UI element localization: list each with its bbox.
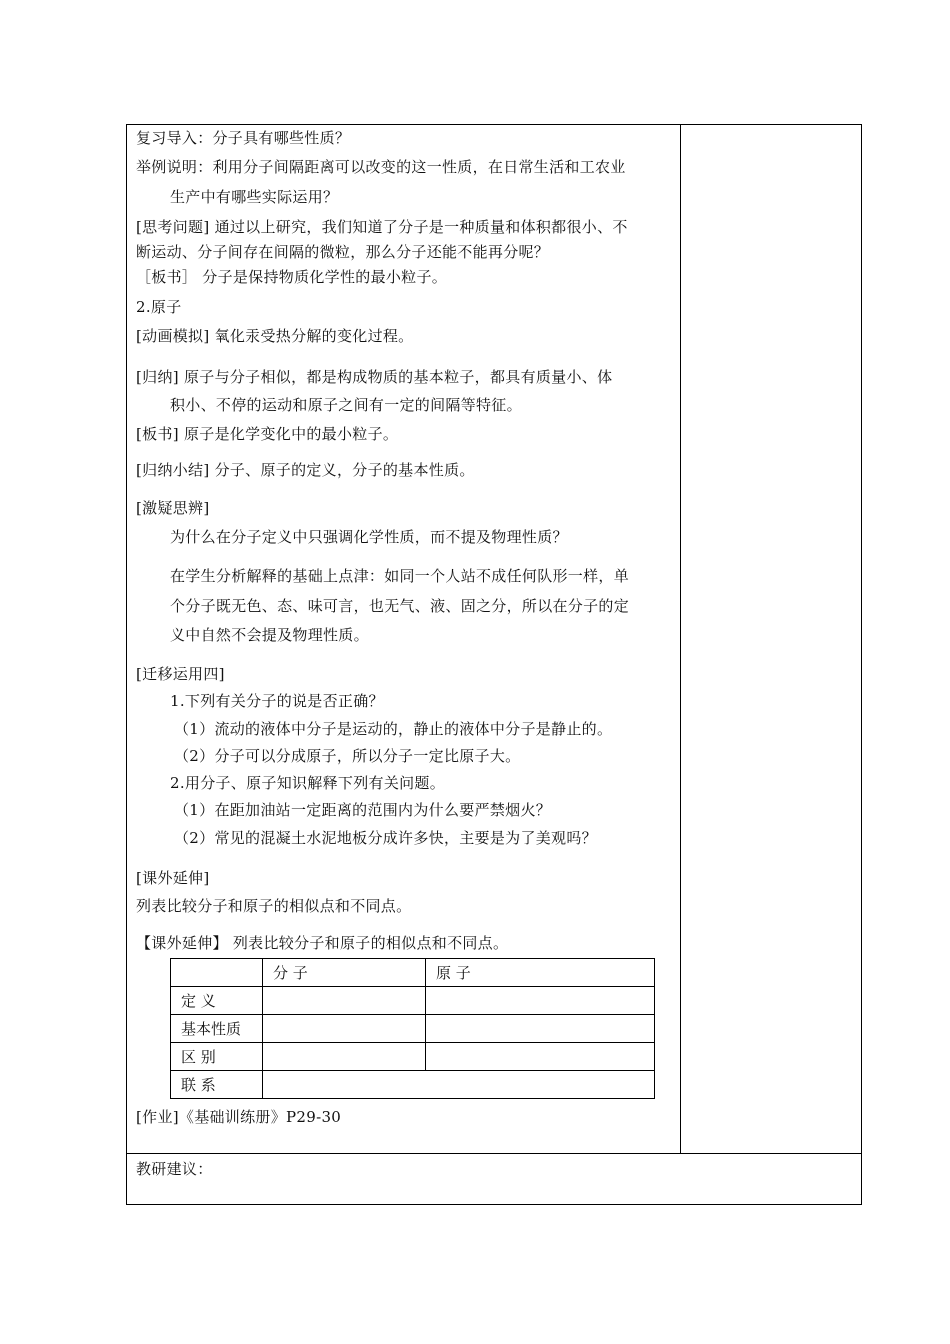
teaching-research-suggestion-label: 教研建议： xyxy=(136,1160,213,1178)
summary-line-2: 积小、不停的运动和原子之间有一定的间隔等特征。 xyxy=(170,396,522,414)
row-divider xyxy=(126,1153,862,1154)
table-row xyxy=(171,1043,655,1071)
practice-question-2-item-1: （1）在距加油站一定距离的范围内为什么要严禁烟火？ xyxy=(174,801,552,819)
practice-question-2: 2.用分子、原子知识解释下列有关问题。 xyxy=(170,774,446,792)
table-cell xyxy=(263,1071,655,1099)
animation-simulation: [动画模拟] 氧化汞受热分解的变化过程。 xyxy=(136,327,414,345)
practice-question-2-item-2: （2）常见的混凝土水泥地板分成许多快，主要是为了美观吗？ xyxy=(174,829,597,847)
example-line-2: 生产中有哪些实际运用？ xyxy=(170,188,339,206)
think-question-line-1: [思考问题] 通过以上研究，我们知道了分子是一种质量和体积都很小、不 xyxy=(136,218,628,236)
practice-heading: [迁移运用四] xyxy=(136,665,225,683)
table-row xyxy=(171,1071,655,1099)
table-cell xyxy=(263,1043,426,1071)
section-atom-heading: 2.原子 xyxy=(136,298,182,316)
extension-heading: [课外延伸] xyxy=(136,869,210,887)
table-cell xyxy=(426,987,655,1015)
practice-question-1-item-2: （2）分子可以分成原子，所以分子一定比原子大。 xyxy=(174,747,521,765)
practice-question-1: 1.下列有关分子的说是否正确？ xyxy=(170,692,384,710)
practice-question-1-item-1: （1）流动的液体中分子是运动的，静止的液体中分子是静止的。 xyxy=(174,720,613,738)
homework-line: [作业]《基础训练册》P29-30 xyxy=(136,1108,342,1126)
board-note-molecule: ［板书］ 分子是保持物质化学性的最小粒子。 xyxy=(136,268,448,286)
row-label-basic-properties: 基本性质 xyxy=(171,1015,263,1043)
review-intro: 复习导入：分子具有哪些性质？ xyxy=(136,129,351,147)
extension-text: 列表比较分子和原子的相似点和不同点。 xyxy=(136,897,412,915)
table-header-molecule: 分 子 xyxy=(263,959,426,987)
think-question-line-2: 断运动、分子间存在间隔的微粒，那么分子还能不能再分呢？ xyxy=(136,243,550,261)
comparison-table xyxy=(170,958,655,1099)
discussion-heading: [激疑思辨] xyxy=(136,499,210,517)
table-header-atom: 原 子 xyxy=(426,959,655,987)
table-row xyxy=(171,959,655,987)
extension-bracket-line: 【课外延伸】 列表比较分子和原子的相似点和不同点。 xyxy=(136,934,509,952)
board-note-atom: [板书] 原子是化学变化中的最小粒子。 xyxy=(136,425,399,443)
row-label-difference: 区 别 xyxy=(171,1043,263,1071)
column-divider xyxy=(680,124,681,1154)
table-row xyxy=(171,1015,655,1043)
table-cell xyxy=(263,1015,426,1043)
table-cell xyxy=(263,987,426,1015)
discussion-answer-line-1: 在学生分析解释的基础上点津：如同一个人站不成任何队形一样，单 xyxy=(170,567,630,585)
row-label-definition: 定 义 xyxy=(171,987,263,1015)
row-label-connection: 联 系 xyxy=(171,1071,263,1099)
summary-line-1: [归纳] 原子与分子相似，都是构成物质的基本粒子，都具有质量小、体 xyxy=(136,368,613,386)
table-cell xyxy=(426,1043,655,1071)
table-row xyxy=(171,987,655,1015)
example-line-1: 举例说明：利用分子间隔距离可以改变的这一性质，在日常生活和工农业 xyxy=(136,158,626,176)
discussion-answer-line-3: 义中自然不会提及物理性质。 xyxy=(170,626,369,644)
discussion-answer-line-2: 个分子既无色、态、味可言，也无气、液、固之分，所以在分子的定 xyxy=(170,597,630,615)
table-cell xyxy=(426,1015,655,1043)
conclusion-summary: [归纳小结] 分子、原子的定义，分子的基本性质。 xyxy=(136,461,475,479)
table-cell xyxy=(171,959,263,987)
discussion-question: 为什么在分子定义中只强调化学性质，而不提及物理性质？ xyxy=(170,528,568,546)
